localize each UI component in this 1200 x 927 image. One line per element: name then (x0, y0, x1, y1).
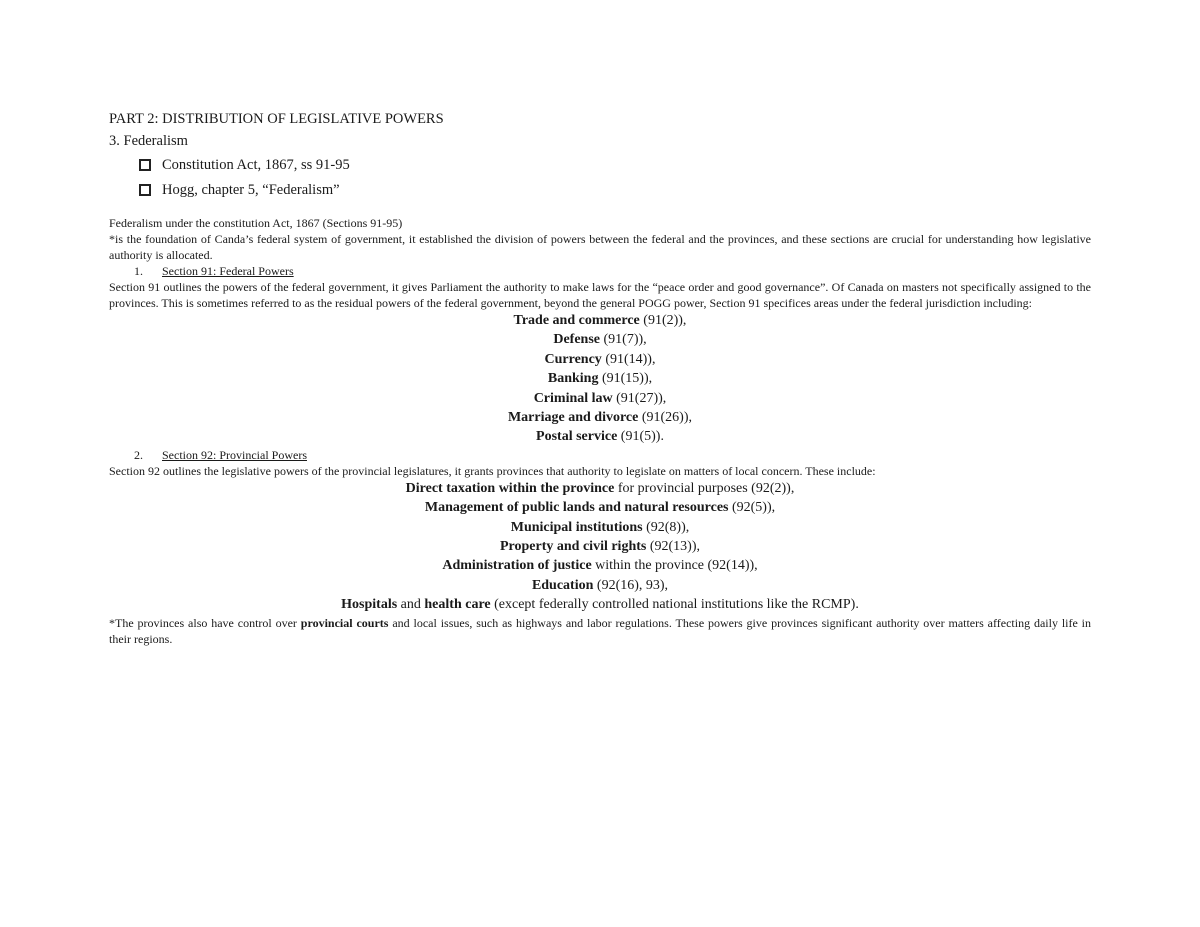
power-name: Hospitals (341, 597, 398, 613)
section-title: Section 91: Federal Powers (162, 264, 294, 278)
list-item (109, 479, 1091, 498)
section-title: Section 92: Provincial Powers (162, 447, 307, 462)
power-name: Currency (544, 351, 602, 367)
section92-heading (109, 447, 1091, 463)
federal-powers-list (109, 311, 1091, 447)
power-name: Property and civil rights (500, 539, 647, 555)
readings-checklist (109, 156, 1091, 199)
provincial-powers-list (109, 479, 1091, 615)
reading-item (139, 181, 1091, 199)
list-item (109, 427, 1091, 446)
topic-heading: 3. Federalism (109, 133, 188, 149)
reading-item (139, 156, 1091, 174)
list-item (109, 576, 1091, 595)
section92-text: Section 92 outlines the legislative powers of the provincial legislatures, it grants provinces that authority to legislate on matters of local concern. These include: (109, 463, 876, 478)
section91-text: Section 91 outlines the powers of the federal government, it gives Parliament the authority to make laws for the “peace order and good governance”. Of Canada on masters not specifically assigned to the provinces. This is sometimes referred to as the residual powers of the federal government, beyond the general POGG power, Section 91 specifices areas under the federal jurisdiction including: (109, 280, 1091, 310)
section-number: 2. (134, 447, 143, 462)
list-item (109, 556, 1091, 575)
power-name: Trade and commerce (513, 313, 640, 328)
part-heading: PART 2: DISTRIBUTION OF LEGISLATIVE POWERS (109, 111, 444, 127)
document-content (109, 110, 1091, 647)
power-name: Banking (547, 371, 599, 387)
power-name: Marriage and divorce (507, 410, 639, 426)
list-item (109, 369, 1091, 388)
power-ref: (92(5)), (728, 500, 776, 516)
power-ref: (except federally controlled national institutions like the RCMP). (490, 597, 859, 613)
power-name: Direct taxation within the province (405, 480, 615, 496)
list-item (109, 595, 1091, 614)
list-item (109, 389, 1091, 408)
power-name: Education (531, 577, 594, 593)
power-ref: (92(16), 93), (593, 577, 669, 593)
provincial-note (109, 615, 1091, 647)
power-name: Defense (553, 332, 600, 348)
checkbox-icon[interactable] (139, 184, 151, 196)
power-ref: (91(15)), (598, 371, 653, 387)
power-ref: (91(26)), (638, 410, 693, 426)
note-text-start: *The provinces also have control over (109, 615, 301, 630)
connector-text: and (397, 597, 425, 613)
list-item (109, 518, 1091, 537)
power-ref: for provincial purposes (92(2)), (614, 480, 795, 496)
power-ref: (92(8)), (642, 519, 690, 535)
power-name: Criminal law (533, 390, 613, 406)
list-item (109, 498, 1091, 517)
power-name: Management of public lands and natural resources (424, 500, 729, 516)
note-text-end: and local issues, such as highways and labor regulations. These powers give provinces significant authority over matters affecting daily life in their regions. (109, 615, 1092, 646)
intro-text: *is the foundation of Canda’s federal system of government, it established the division of powers between the federal and the provinces, and these sections are crucial for understanding how legislative authority is allocated. (109, 232, 1091, 262)
power-ref: (91(14)), (601, 351, 656, 367)
checkbox-icon[interactable] (139, 159, 151, 171)
section91-heading (109, 263, 1091, 279)
power-ref: (92(13)), (646, 539, 700, 555)
reading-label: Hogg, chapter 5, “Federalism” (162, 182, 340, 198)
power-ref: within the province (92(14)), (591, 558, 758, 574)
list-item (109, 537, 1091, 556)
list-item (109, 330, 1091, 349)
power-ref: (91(2)), (639, 313, 687, 328)
power-name: Postal service (536, 429, 618, 445)
list-item (109, 350, 1091, 369)
power-ref: (91(27)), (612, 390, 667, 406)
section-number: 1. (134, 264, 143, 278)
power-ref: (91(7)), (600, 332, 647, 348)
power-name: Municipal institutions (510, 519, 643, 535)
power-name: health care (424, 597, 491, 613)
list-item (109, 311, 1091, 330)
intro-title: Federalism under the constitution Act, 1867 (Sections 91-95) (109, 216, 403, 230)
list-item (109, 408, 1091, 427)
power-ref: (91(5)). (617, 429, 664, 445)
power-name: Administration of justice (442, 558, 592, 574)
reading-label: Constitution Act, 1867, ss 91-95 (162, 157, 350, 173)
note-bold: provincial courts (300, 615, 389, 630)
